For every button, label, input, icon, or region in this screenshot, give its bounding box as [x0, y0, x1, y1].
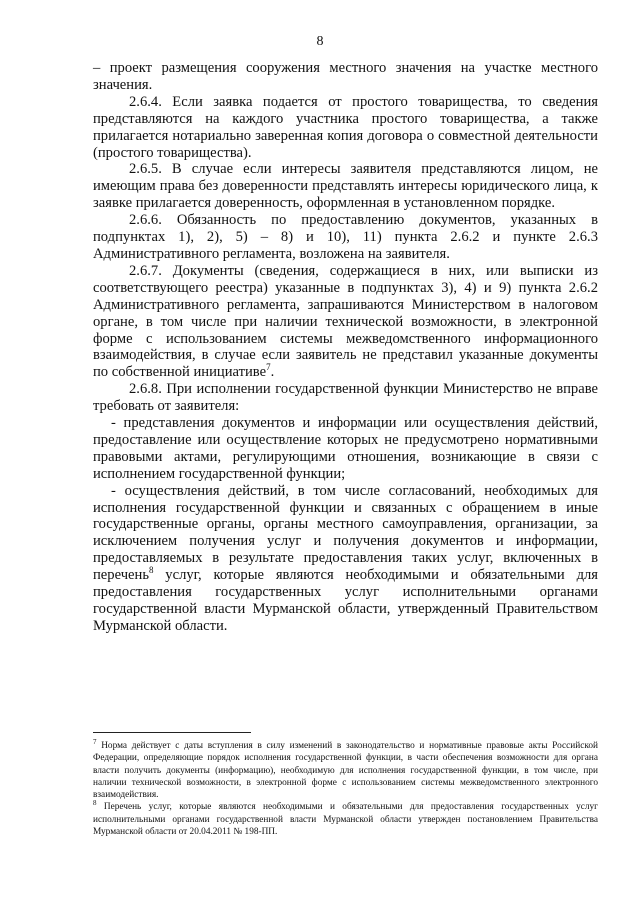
- footnote-mark-8: 8: [93, 799, 97, 808]
- footnote-7: $^7$ Норма действует с даты вступления в силу изменений в законодательство и нормативные правовые акты Российской Федерации, определяющие порядок исполнения государственной функции, в части обеспечения возможности для органа власти получить документы (информацию), необходимую для исполнения государственной функции, в том числе, при наличии технической возможности, в электронной форме с использованием системы межведомственного электронного взаимодействия.: [93, 737, 598, 801]
- paragraph-2-6-6: 2.6.6. Обязанность по предоставлению документов, указанных в подпунктах 1), 2), 5) – 8) и 10), 11) пункта 2.6.2 и пункте 2.6.3 Административного регламента, возложена на заявителя.: [93, 212, 598, 262]
- list-item-actions: - осуществления действий, в том числе согласований, необходимых для исполнения государственной функции и связанных с обращением в иные государственные органы, органы местного самоуправления, организации, за исключением получения услуг и получения документов и информации, предоставляемых в результате предоставления таких услуг, включенных в перечень$^8$ услуг, которые являются необходимыми и обязательными для предоставления государственных услуг исполнительными органами государственной власти Мурманской области, утвержденный Правительством Мурманской области.: [93, 482, 598, 634]
- paragraph-2-6-5: 2.6.5. В случае если интересы заявителя представляются лицом, не имеющим права без доверенности представлять интересы юридического лица, к заявке прилагается доверенность, оформленная в установленном порядке.: [93, 161, 598, 212]
- footnote-divider: [93, 732, 251, 733]
- list-item-documents: - представления документов и информации или осуществления действий, предоставление или осуществление которых не предусмотрено нормативными правовыми актами, регулирующими отношения, возникающие в связи с исполнением государственной функции;: [93, 415, 598, 482]
- footnote-mark-7: 7: [93, 737, 97, 746]
- paragraph-2-6-8: 2.6.8. При исполнении государственной функции Министерство не вправе требовать от заявителя:: [93, 381, 598, 415]
- page-number: 8: [316, 34, 324, 49]
- footnote-ref-7: 7: [266, 362, 271, 373]
- footnotes: [93, 737, 598, 838]
- body-text: [93, 60, 598, 635]
- paragraph-2-6-4: 2.6.4. Если заявка подается от простого товарищества, то сведения представляются на каждого участника простого товарищества, а также прилагается нотариально заверенная копия договора о совместной деятельности (простого товарищества).: [93, 93, 598, 161]
- paragraph-project-placement: – проект размещения сооружения местного значения на участке местного значения.: [93, 60, 598, 93]
- footnote-ref-8: 8: [148, 565, 154, 576]
- paragraph-2-6-7: 2.6.7. Документы (сведения, содержащиеся в них, или выписки из соответствующего реестра) указанные в подпунктах 3), 4) и 9) пункта 2.6.2 Административного регламента, запрашиваются Министерством в налоговом органе, в том числе при наличии технической возможности, в электронной форме с использованием системы межведомственного информационного взаимодействия, в случае если заявитель не представил указанные документы по собственной инициативе$^7$.: [93, 262, 598, 381]
- footnote-8: $^8$ Перечень услуг, которые являются необходимыми и обязательными для предоставления государственных услуг исполнительными органами государственной власти Мурманской области утвержден постановлением Правительства Мурманской области от 20.04.2011 № 198-ПП.: [93, 799, 598, 838]
